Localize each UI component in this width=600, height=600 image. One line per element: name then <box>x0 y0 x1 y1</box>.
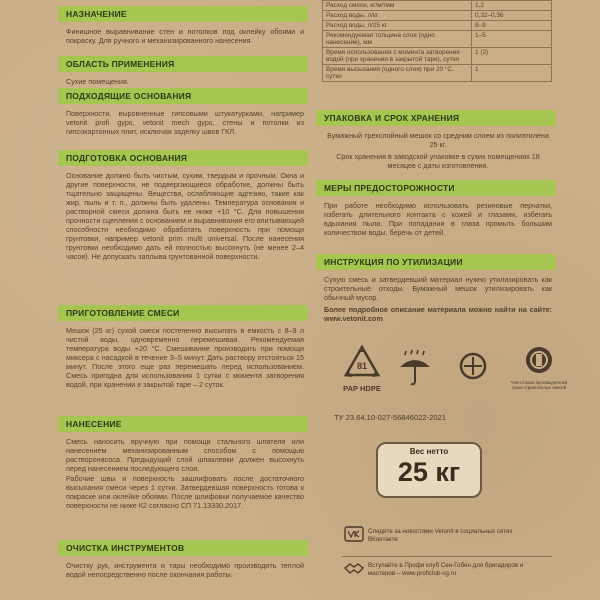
spec-value: 1 <box>472 65 552 82</box>
spec-key: Рекомендуемая толщина слоя (одно нанесение), мм <box>323 31 472 48</box>
section-title: ОЧИСТКА ИНСТРУМЕНТОВ <box>58 540 308 556</box>
social-row-vk[interactable] <box>322 522 562 556</box>
union-label: Член Союза производителей сухих строительных смесей <box>510 380 568 390</box>
section-title: ПОДГОТОВКА ОСНОВАНИЯ <box>58 150 308 166</box>
section-text: Мешок (25 кг) сухой смеси постепенно высыпать в емкость с 8–9 л чистой воды, одновременно перемешивая. Рекомендуемая температура воды +20 °С. Смешивание производить при помощи миксера с насадкой в течение 3–5 минут. Дать раствору отстояться 15 минут. После этого еще раз перемешать перед использованием. Смесь пригодна для использования 1 сутки с момента затворения водой, при хранении в закрытой таре – 2 суток. <box>66 326 304 389</box>
net-weight-box <box>376 442 482 498</box>
section-title: ОБЛАСТЬ ПРИМЕНЕНИЯ <box>58 56 308 72</box>
certification-icon <box>458 351 488 381</box>
spec-value: 0,32–0,36 <box>472 11 552 21</box>
section-bases <box>58 88 308 136</box>
spec-row <box>323 11 552 21</box>
tu-code: ТУ 23.64.10-027-56846022-2021 <box>334 413 447 422</box>
section-text: При работе необходимо использовать резиновые перчатки, избегать длительного контакта с кожей и глазами, избегать вдыхания пыли. При попадании в глаза промыть большим количеством воды, беречь от детей. <box>324 201 552 237</box>
section-more: Более подробное описание материала можно найти на сайте: www.vetonit.com <box>324 305 552 323</box>
section-text: Финишное выравнивание стен и потолков под оклейку обоями и покраску. Для ручного и механизированного нанесения. <box>66 27 304 45</box>
section-title: ПОДХОДЯЩИЕ ОСНОВАНИЯ <box>58 88 308 104</box>
spec-key: Время использования с момента затворения водой (при хранении в закрытой таре), сутки <box>323 48 472 65</box>
section-title: ПРИГОТОВЛЕНИЕ СМЕСИ <box>58 305 308 321</box>
vk-icon <box>344 526 364 544</box>
section-title: МЕРЫ ПРЕДОСТОРОЖНОСТИ <box>316 180 556 196</box>
union-symbol <box>508 345 570 390</box>
social-text: Следите за новостями Vetonit в социальных сетях ВКонтакте <box>368 528 513 543</box>
weight-value: 25 кг <box>397 457 461 487</box>
social-block <box>322 522 562 590</box>
section-title: НАЗНАЧЕНИЕ <box>58 6 308 22</box>
social-text: Вступайте в Профи клуб Сен-Гобен для бригадиров и мастеров – www.proficlub-sg.ru <box>368 562 524 577</box>
spec-table <box>322 0 552 82</box>
section-text-2: Срок хранения в заводской упаковке в сухих помещениях 18 месяцев с даты изготовления. <box>336 152 540 170</box>
recycle-icon <box>343 345 381 379</box>
section-clean <box>58 540 308 579</box>
spec-value: 1,2 <box>472 1 552 11</box>
symbols-row <box>330 345 570 395</box>
section-title: ИНСТРУКЦИЯ ПО УТИЛИЗАЦИИ <box>316 254 556 270</box>
section-text-2: Рабочие швы и поверхность зашлифовать после достаточного высыхания смеси через 1 сутки. Затвердевшая поверхность готова к покраске или оклейке обоями. После шлифовки получаемое качество поверхности не ниже К2 согласно СП 71.13330.2017. <box>66 474 304 510</box>
recycle-symbol <box>334 345 390 393</box>
umbrella-icon <box>398 349 432 387</box>
spec-key: Расход смеси, кг/м²/мм <box>323 1 472 11</box>
keep-dry-symbol <box>398 349 432 392</box>
section-apply <box>58 416 308 510</box>
spec-row <box>323 48 552 65</box>
section-text: Очистку рук, инструмента и тары необходимо производить теплой водой непосредственно после окончания работы. <box>66 561 304 579</box>
section-scope <box>58 56 308 86</box>
handshake-icon <box>344 560 364 578</box>
section-pack <box>316 110 556 170</box>
spec-key: Время высыхания (одного слоя) при 20 °С, сутки <box>323 65 472 82</box>
section-purpose <box>58 6 308 45</box>
union-logo-icon <box>524 345 554 375</box>
section-text: Сухие помещения. <box>66 77 129 86</box>
spec-value: 8–9 <box>472 21 552 31</box>
spec-key: Расход воды, л/25 кг <box>323 21 472 31</box>
spec-row <box>323 65 552 82</box>
section-title: НАНЕСЕНИЕ <box>58 416 308 432</box>
social-row-club[interactable] <box>322 556 562 590</box>
eac-symbol <box>458 351 488 386</box>
section-text: Сухую смесь и затвердевший материал нужно утилизировать как строительные отходы. Бумажный мешок утилизировать как обычный мусор. <box>324 275 552 302</box>
weight-label: Вес нетто <box>409 447 449 456</box>
spec-key: Расход воды, л/кг <box>323 11 472 21</box>
spec-table-wrap <box>316 0 556 82</box>
spec-row <box>323 21 552 31</box>
section-disposal <box>316 254 556 323</box>
section-text: Смесь наносить вручную при помощи стального шпателя или нанесением механизированным способом с помощью растворонасоса. Предыдущий слой шпаклевки должен высохнуть перед нанесением последующего слоя. <box>66 437 304 473</box>
recycle-label: PAP HDPE <box>343 384 381 393</box>
section-text: Бумажный трехслойный мешок со средним слоем из полиэтилена 25 кг. <box>327 131 549 149</box>
spec-row <box>323 1 552 11</box>
spec-row <box>323 31 552 48</box>
section-mix <box>58 305 308 389</box>
section-safety <box>316 180 556 237</box>
section-title: УПАКОВКА И СРОК ХРАНЕНИЯ <box>316 110 556 126</box>
spec-value: 1 (2) <box>472 48 552 65</box>
section-text: Поверхности, выровненные гипсовыми штукатурками, например vetonit profi gyps, vetonit mech gyps, стены и потолки из гипсокартонных плит, исключая заделку швов ГКЛ. <box>66 109 304 136</box>
spec-value: 1–5 <box>472 31 552 48</box>
section-prep <box>58 150 308 261</box>
section-text: Основание должно быть чистым, сухим, твердым и прочным. Окна и другие поверхности, не подвергающиеся обработке, должны быть тщательно защищены. Вещества, ослабляющие адгезию, такие как жир, пыль и т. п., должны быть удалены. Температура основания и растворной смеси должна быть не ниже +10 °С. Для повышения прочности сцепления с основанием и выравнивания его впитывающей способности необходимо обработать поверхность при помощи грунтовки, например vetonit prim multi universal. После нанесения грунтовки необходимо дать ей полностью высохнуть (не менее 2–4 часов). Не допускать заплыва грунтованной поверхности. <box>66 171 304 261</box>
recycle-code: 81 <box>356 361 368 371</box>
